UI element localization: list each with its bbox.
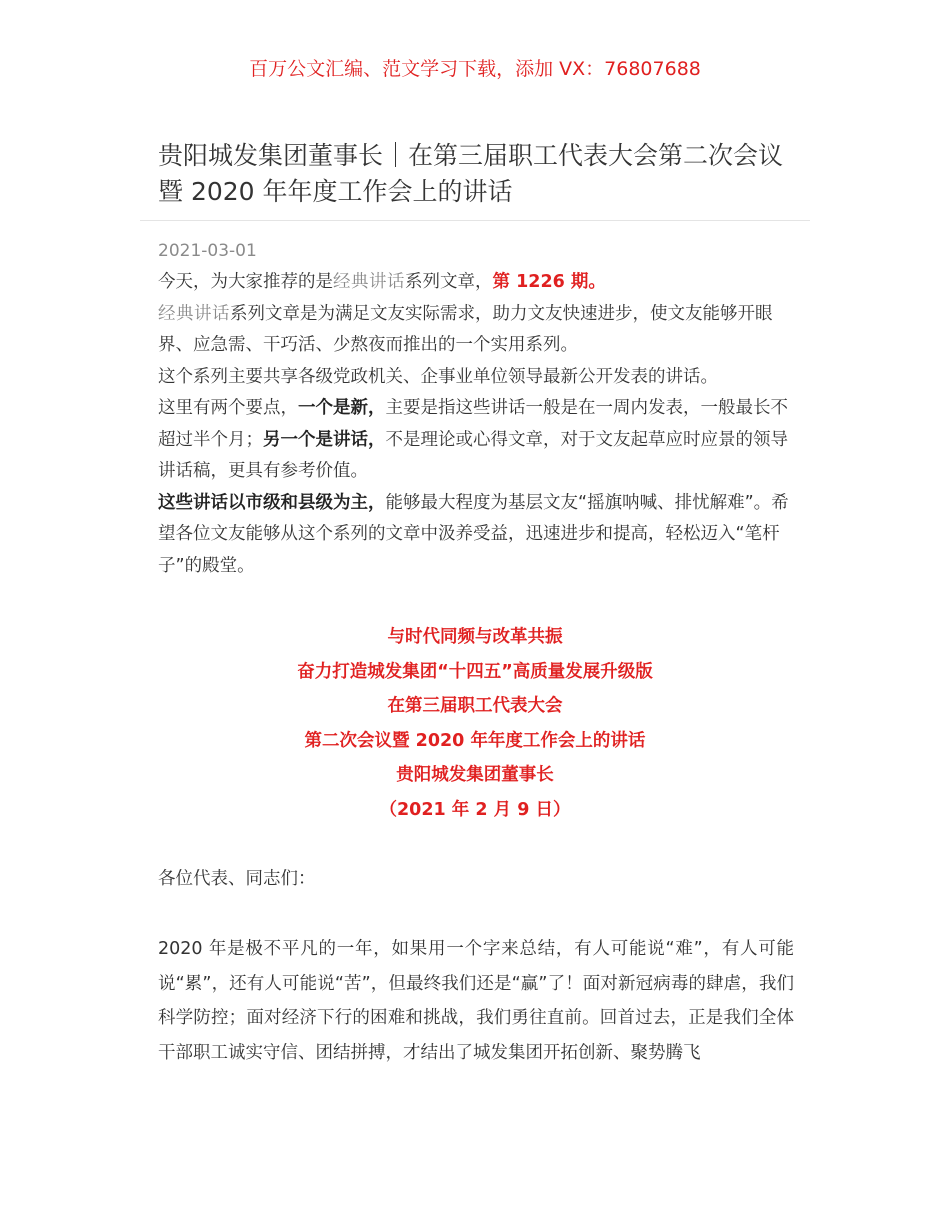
- article-title: 贵阳城发集团董事长｜在第三届职工代表大会第二次会议暨 2020 年年度工作会上的讲话: [158, 141, 784, 206]
- intro-paragraph-2: [158, 299, 794, 362]
- intro-paragraph-5: [158, 488, 794, 583]
- speech-date: （2021 年 2 月 9 日）: [379, 799, 571, 820]
- intro-section: [158, 267, 794, 582]
- title-divider: [140, 220, 810, 221]
- speech-paragraph: 2020 年是极不平凡的一年，如果用一个字来总结，有人可能说“难”，有人可能说“累”，还有人可能说“苦”，但最终我们还是“赢”了！面对新冠病毒的肆虐，我们科学防控；面对经济下行的困难和挑战，我们勇往直前。回首过去，正是我们全体干部职工诚实守信、团结拼搏，才结出了城发集团开拓创新、聚势腾飞: [158, 939, 794, 1063]
- intro-text: 主要是指这些讲话一般是在一周内发表，一般最长不超过半个月；: [158, 398, 788, 450]
- publish-date: 2021-03-01: [158, 241, 257, 261]
- issue-number: 第 1226 期。: [492, 272, 606, 292]
- series-name-link[interactable]: 经典讲话: [158, 303, 230, 324]
- intro-text: 能够最大程度为基层文友“摇旗呐喊、排忧解难”。希望各位文友能够从这个系列的文章中汲养受益，迅速进步和提高，轻松迈入“笔杆子”的殿堂。: [158, 492, 789, 576]
- intro-paragraph-3: 这个系列主要共享各级党政机关、企事业单位领导最新公开发表的讲话。: [158, 366, 718, 387]
- intro-emphasis: 另一个是讲话，: [263, 429, 386, 450]
- speech-heading-line: 在第三届职工代表大会: [387, 696, 563, 716]
- speech-heading-line: 与时代同频与改革共振: [387, 627, 563, 647]
- promo-banner: 百万公文汇编、范文学习下载，添加 VX：76807688: [249, 58, 701, 80]
- intro-text: 系列文章，: [405, 272, 493, 292]
- speech-speaker: 贵阳城发集团董事长: [396, 765, 554, 785]
- intro-emphasis: 一个是新，: [298, 398, 386, 418]
- intro-paragraph-1: [158, 267, 794, 299]
- intro-emphasis: 这些讲话以市级和县级为主，: [158, 492, 386, 513]
- intro-text: 系列文章是为满足文友实际需求，助力文友快速进步，使文友能够开眼界、应急需、干巧活、少熬夜而推出的一个实用系列。: [158, 303, 773, 355]
- series-name-link[interactable]: 经典讲话: [333, 272, 405, 292]
- speech-heading-line: 奋力打造城发集团“十四五”高质量发展升级版: [297, 661, 653, 682]
- intro-text: 今天，为大家推荐的是: [158, 272, 333, 292]
- speech-heading-line: 第二次会议暨 2020 年年度工作会上的讲话: [304, 730, 646, 751]
- intro-paragraph-4: [158, 393, 794, 488]
- speech-greeting: 各位代表、同志们：: [158, 869, 316, 889]
- intro-text: 不是理论或心得文章，对于文友起草应时应景的领导讲话稿，更具有参考价值。: [158, 429, 788, 481]
- speech-heading: [0, 620, 950, 827]
- intro-text: 这里有两个要点，: [158, 398, 298, 418]
